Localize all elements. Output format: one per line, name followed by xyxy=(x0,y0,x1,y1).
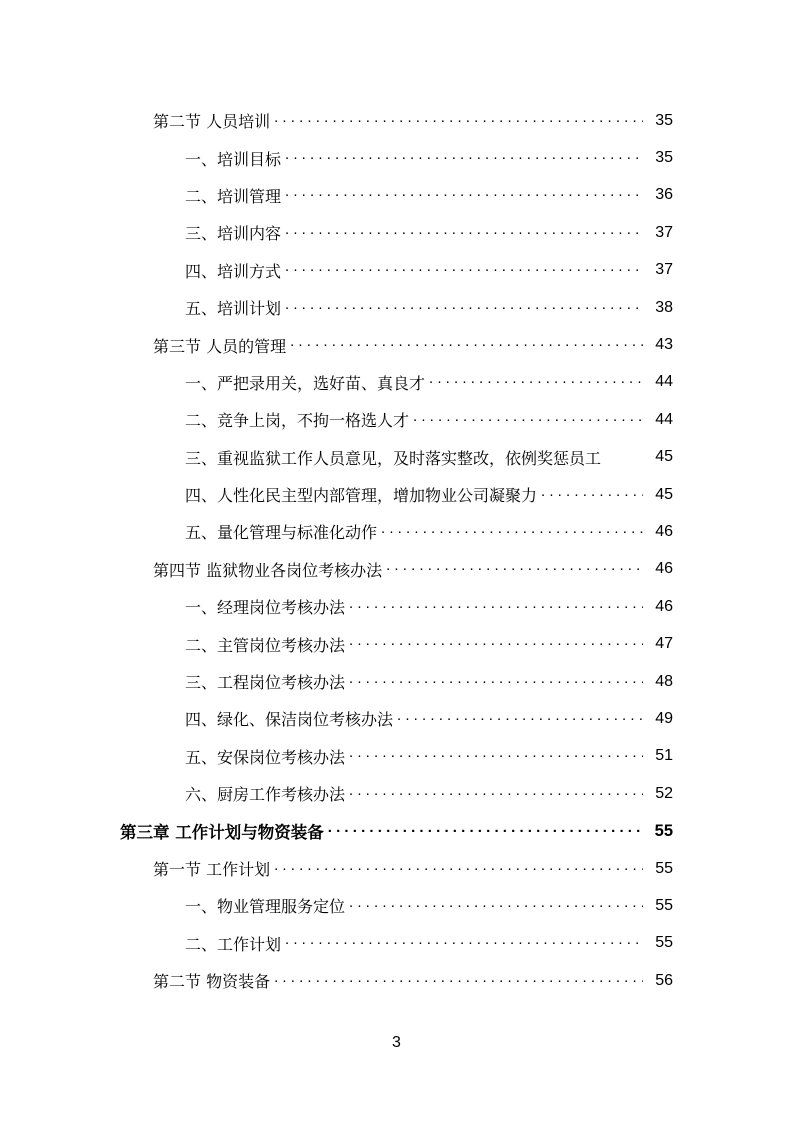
toc-entry-title: 六、厨房工作考核办法 xyxy=(185,782,347,805)
toc-entry-page: 45 xyxy=(655,485,673,503)
toc-entry-page: 55 xyxy=(655,934,673,952)
dot-leader xyxy=(349,674,643,690)
toc-entry-title: 三、重视监狱工作人员意见，及时落实整改，依例奖惩员工 xyxy=(185,446,649,469)
toc-entry-title: 五、培训计划 xyxy=(185,296,283,319)
toc-entry-page: 56 xyxy=(655,971,673,989)
dot-leader xyxy=(274,861,643,877)
toc-entry-item xyxy=(0,775,793,812)
toc-entry-title: 五、安保岗位考核办法 xyxy=(185,745,347,768)
toc-entry-title: 四、培训方式 xyxy=(185,259,283,282)
toc-entry-title: 四、人性化民主型内部管理，增加物业公司凝聚力 xyxy=(185,483,539,506)
toc-entry-item xyxy=(0,289,793,326)
toc-entry-title: 三、工程岗位考核办法 xyxy=(185,670,347,693)
dot-leader xyxy=(285,225,643,241)
toc-entry-page: 38 xyxy=(655,298,673,316)
toc-entry-section xyxy=(0,551,793,588)
toc-entry-page: 49 xyxy=(655,709,673,727)
toc-entry-page: 46 xyxy=(655,560,673,578)
toc-entry-title: 二、培训管理 xyxy=(185,184,283,207)
toc-entry-item xyxy=(0,588,793,625)
dot-leader xyxy=(349,599,643,615)
dot-leader xyxy=(285,300,643,316)
toc-entry-item xyxy=(0,139,793,176)
toc-entry-item xyxy=(0,252,793,289)
toc-entry-item xyxy=(0,214,793,251)
toc-entry-item xyxy=(0,925,793,962)
toc-entry-title: 一、物业管理服务定位 xyxy=(185,894,347,917)
toc-entry-item xyxy=(0,513,793,550)
dot-leader xyxy=(349,786,643,802)
toc-entry-section xyxy=(0,326,793,363)
dot-leader xyxy=(413,412,643,428)
toc-entry-page: 37 xyxy=(655,261,673,279)
dot-leader xyxy=(285,187,643,203)
toc-entry-item xyxy=(0,625,793,662)
dot-leader xyxy=(274,973,643,989)
toc-entry-title: 一、严把录用关，选好苗、真良才 xyxy=(185,371,427,394)
toc-entry-item xyxy=(0,401,793,438)
toc-entry-item xyxy=(0,738,793,775)
dot-leader xyxy=(541,487,643,503)
dot-leader xyxy=(290,337,643,353)
toc-entry-page: 37 xyxy=(655,223,673,241)
toc-entry-item xyxy=(0,364,793,401)
toc-entry-page: 47 xyxy=(655,635,673,653)
dot-leader xyxy=(381,524,643,540)
toc-entry-title: 二、竞争上岗，不拘一格选人才 xyxy=(185,408,411,431)
toc-entry-page: 36 xyxy=(655,186,673,204)
dot-leader xyxy=(349,898,643,914)
page-number: 3 xyxy=(392,1034,401,1051)
dot-leader xyxy=(285,150,643,166)
toc-entry-section xyxy=(0,102,793,139)
toc-entry-page: 48 xyxy=(655,672,673,690)
toc-entry-title: 二、主管岗位考核办法 xyxy=(185,633,347,656)
toc-entry-item xyxy=(0,887,793,924)
toc-entry-item xyxy=(0,439,793,476)
dot-leader xyxy=(429,374,643,390)
table-of-contents xyxy=(0,102,793,999)
toc-entry-title: 第一节 工作计划 xyxy=(153,857,272,880)
toc-entry-page: 44 xyxy=(655,410,673,428)
toc-entry-title: 第三节 人员的管理 xyxy=(153,334,288,357)
toc-entry-page: 44 xyxy=(655,373,673,391)
toc-entry-item xyxy=(0,663,793,700)
toc-entry-page: 46 xyxy=(655,597,673,615)
toc-entry-page: 52 xyxy=(655,784,673,802)
toc-entry-title: 第二节 人员培训 xyxy=(153,109,272,132)
toc-entry-item xyxy=(0,700,793,737)
toc-entry-title: 五、量化管理与标准化动作 xyxy=(185,520,379,543)
toc-entry-page: 46 xyxy=(655,522,673,540)
toc-entry-item xyxy=(0,177,793,214)
toc-entry-title: 二、工作计划 xyxy=(185,932,283,955)
toc-entry-title: 第二节 物资装备 xyxy=(153,969,272,992)
dot-leader xyxy=(274,113,643,129)
toc-entry-title: 三、培训内容 xyxy=(185,221,283,244)
toc-entry-page: 55 xyxy=(655,859,673,877)
toc-entry-page: 35 xyxy=(655,149,673,167)
toc-entry-page: 55 xyxy=(654,821,673,840)
dot-leader xyxy=(285,935,643,951)
toc-entry-title: 第三章 工作计划与物资装备 xyxy=(120,819,326,843)
toc-entry-section xyxy=(0,962,793,999)
toc-entry-page: 51 xyxy=(655,747,673,765)
dot-leader xyxy=(285,262,643,278)
toc-entry-page: 43 xyxy=(655,336,673,354)
dot-leader xyxy=(386,561,643,577)
toc-entry-page: 55 xyxy=(655,896,673,914)
dot-leader xyxy=(328,823,643,840)
dot-leader xyxy=(349,636,643,652)
dot-leader xyxy=(349,748,643,764)
dot-leader xyxy=(397,711,643,727)
toc-entry-item xyxy=(0,476,793,513)
toc-entry-page: 45 xyxy=(655,448,673,466)
toc-entry-title: 一、经理岗位考核办法 xyxy=(185,595,347,618)
toc-entry-title: 一、培训目标 xyxy=(185,147,283,170)
toc-entry-section xyxy=(0,850,793,887)
toc-entry-title: 第四节 监狱物业各岗位考核办法 xyxy=(153,558,384,581)
toc-entry-title: 四、绿化、保洁岗位考核办法 xyxy=(185,707,395,730)
toc-entry-chapter xyxy=(0,812,793,849)
toc-entry-page: 35 xyxy=(655,111,673,129)
